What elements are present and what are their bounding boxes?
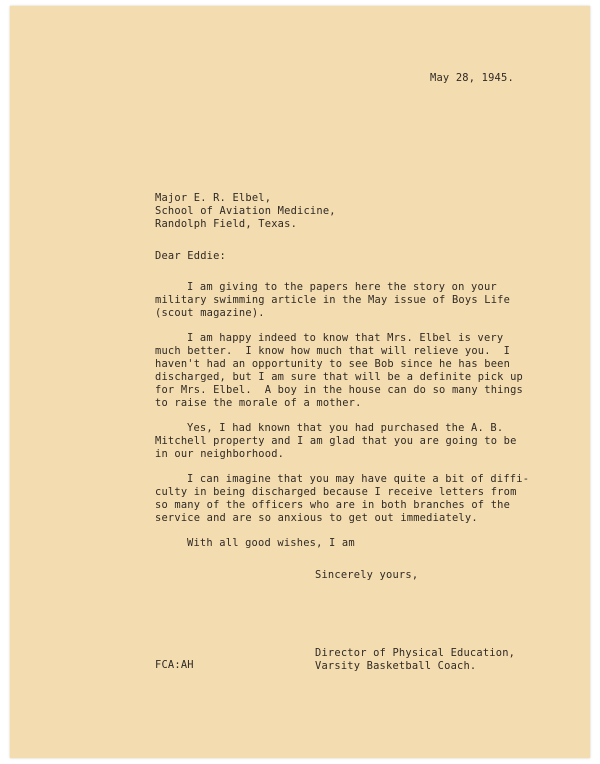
closing: Sincerely yours, [315, 569, 419, 581]
paragraph-2-line-1: I am happy indeed to know that Mrs. Elbel is very [187, 332, 504, 344]
paragraph-2-line-6: to raise the morale of a mother. [155, 397, 362, 409]
paragraph-2-line-2: much better. I know how much that will relieve you. I [155, 345, 511, 357]
salutation: Dear Eddie: [155, 250, 227, 262]
paragraph-4-line-1: I can imagine that you may have quite a bit of diffi- [187, 473, 530, 485]
letter-date: May 28, 1945. [430, 72, 514, 84]
paragraph-2-line-4: discharged, but I am sure that will be a definite pick up [155, 371, 523, 383]
paragraph-4-line-4: service and are so anxious to get out immediately. [155, 512, 478, 524]
paragraph-2-line-5: for Mrs. Elbel. A boy in the house can do so many things [155, 384, 523, 396]
paragraph-4-line-2: culty in being discharged because I receive letters from [155, 486, 517, 498]
signature-title-1: Director of Physical Education, [315, 647, 516, 659]
paragraph-4-line-3: so many of the officers who are in both branches of the [155, 499, 511, 511]
paragraph-5-line-1: With all good wishes, I am [187, 537, 355, 549]
paragraph-3-line-2: Mitchell property and I am glad that you are going to be [155, 435, 517, 447]
paragraph-1-line-3: (scout magazine). [155, 307, 265, 319]
reference-initials: FCA:AH [155, 659, 194, 671]
paragraph-3-line-1: Yes, I had known that you had purchased the A. B. [187, 422, 504, 434]
paragraph-1-line-2: military swimming article in the May issue of Boys Life [155, 294, 511, 306]
signature-title-2: Varsity Basketball Coach. [315, 660, 477, 672]
paragraph-1-line-1: I am giving to the papers here the story on your [187, 281, 497, 293]
recipient-location: Randolph Field, Texas. [155, 218, 298, 230]
recipient-name: Major E. R. Elbel, [155, 192, 272, 204]
recipient-org: School of Aviation Medicine, [155, 205, 336, 217]
letter-page [10, 6, 590, 758]
paragraph-3-line-3: in our neighborhood. [155, 448, 285, 460]
paragraph-2-line-3: haven't had an opportunity to see Bob since he has been [155, 358, 511, 370]
